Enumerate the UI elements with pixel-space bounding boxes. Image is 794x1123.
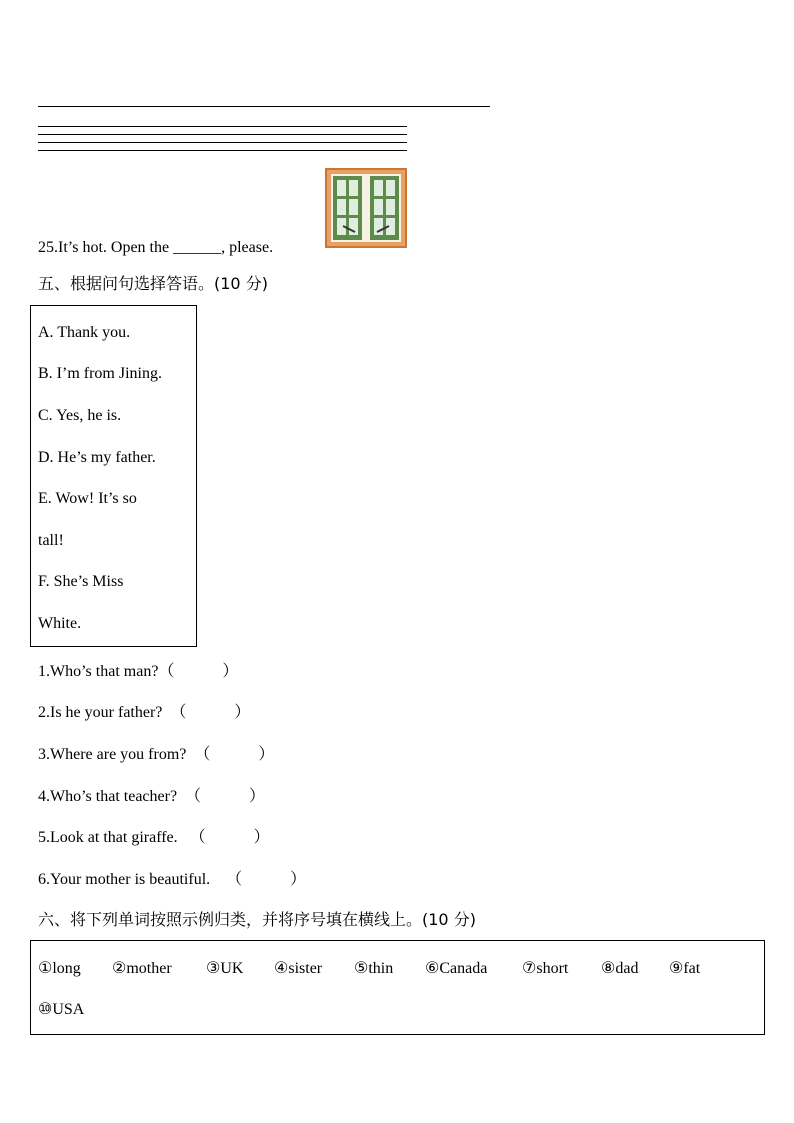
word-2: ②mother (112, 960, 172, 977)
option-e-line1: E. Wow! It’s so (38, 490, 137, 507)
answer-line-2 (38, 126, 407, 127)
word-8: ⑧dad (601, 960, 639, 977)
word-4: ④sister (274, 960, 323, 977)
section-6-title: 六、将下列单词按照示例归类，并将序号填在横线上。(10 分) (38, 910, 476, 929)
question-4-text: 4.Who’s that teacher? (38, 788, 178, 805)
option-f-line1: F. She’s Miss (38, 573, 124, 590)
option-b: B. I’m from Jining. (38, 365, 162, 382)
option-a: A. Thank you. (38, 324, 131, 341)
word-1: ①long (38, 960, 81, 977)
window-icon (325, 168, 407, 248)
answer-blank-1[interactable]: （ ） (158, 663, 239, 680)
word-box (30, 940, 765, 1035)
question-25: 25.It’s hot. Open the ______, please. (38, 239, 274, 256)
option-c: C. Yes, he is. (38, 407, 122, 424)
answer-line-4 (38, 142, 407, 143)
question-3 (38, 745, 274, 765)
question-5 (38, 828, 270, 848)
answer-blank-6[interactable]: （ ） (226, 871, 307, 888)
question-5-text: 5.Look at that giraffe. (38, 829, 178, 846)
question-1 (38, 662, 238, 682)
word-3: ③UK (206, 960, 244, 977)
word-6: ⑥Canada (425, 960, 488, 977)
answer-line-5 (38, 150, 407, 151)
answer-line-3 (38, 134, 407, 135)
word-9: ⑨fat (669, 960, 701, 977)
option-f-line2: White. (38, 615, 82, 632)
option-e-line2: tall! (38, 532, 64, 549)
answer-blank-3[interactable]: （ ） (194, 746, 275, 763)
word-5: ⑤thin (354, 960, 394, 977)
answer-line-1 (38, 106, 490, 107)
question-1-text: 1.Who’s that man? (38, 663, 159, 680)
question-3-text: 3.Where are you from? (38, 746, 187, 763)
question-6 (38, 870, 306, 890)
question-2-text: 2.Is he your father? (38, 704, 163, 721)
answer-blank-2[interactable]: （ ） (170, 704, 251, 721)
answer-blank-5[interactable]: （ ） (189, 829, 270, 846)
answer-blank-4[interactable]: （ ） (185, 788, 266, 805)
question-4 (38, 787, 265, 807)
options-box (30, 305, 197, 647)
word-10: ⑩USA (38, 1001, 85, 1018)
option-d: D. He’s my father. (38, 449, 156, 466)
question-6-text: 6.Your mother is beautiful. (38, 871, 211, 888)
question-2 (38, 703, 250, 723)
word-7: ⑦short (522, 960, 569, 977)
section-5-title: 五、根据问句选择答语。(10 分) (38, 274, 268, 293)
